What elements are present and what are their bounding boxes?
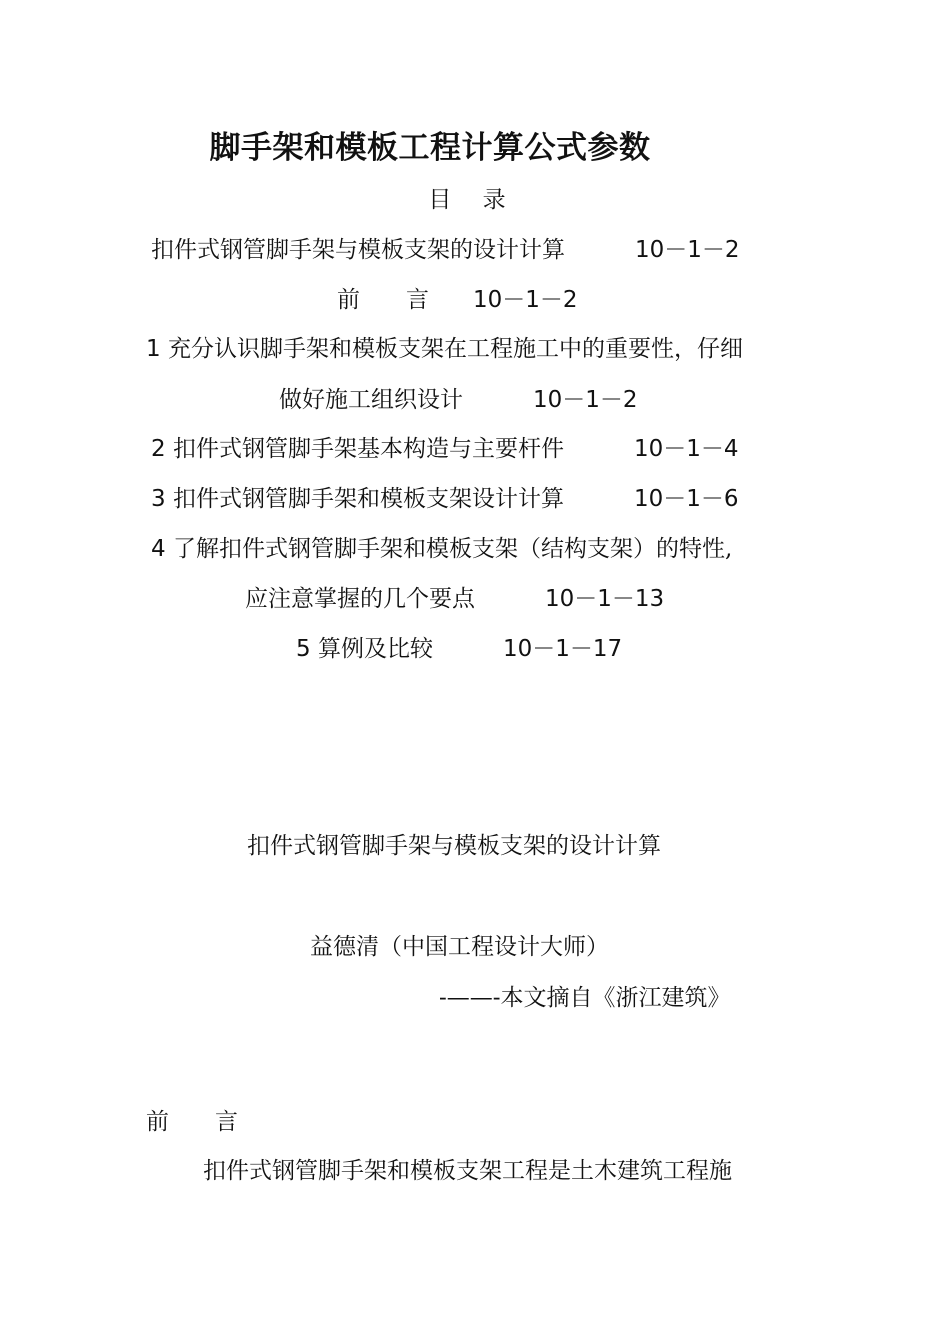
toc-item-2-text: 前 言 <box>337 287 429 313</box>
toc-item-7-number: 5 <box>296 636 311 662</box>
body-paragraph: 扣件式钢管脚手架和模板支架工程是土木建筑工程施 <box>203 1158 732 1184</box>
toc-item-4[interactable] <box>151 434 739 464</box>
toc-item-2[interactable] <box>337 285 578 315</box>
toc-item-6-continued[interactable] <box>245 584 664 614</box>
toc-item-3-text: 充分认识脚手架和模板支架在工程施工中的重要性，仔细 <box>167 336 743 362</box>
article-title: 扣件式钢管脚手架与模板支架的设计计算 <box>247 833 661 859</box>
toc-item-3-continued-text: 做好施工组织设计 <box>279 387 463 413</box>
toc-item-6[interactable] <box>151 534 732 564</box>
toc-item-7-page: 10－1－17 <box>502 636 623 662</box>
toc-item-6-page: 10－1－13 <box>545 586 665 612</box>
toc-item-5-page: 10－1－6 <box>633 486 739 512</box>
preface-heading: 前 言 <box>146 1109 238 1135</box>
toc-item-5-number: 3 <box>151 486 166 512</box>
toc-item-2-page: 10－1－2 <box>473 287 578 313</box>
toc-item-1[interactable] <box>151 235 740 265</box>
toc-item-3-continued[interactable] <box>279 385 638 415</box>
document-title: 脚手架和模板工程计算公式参数 <box>209 130 651 166</box>
author-line: 益德清（中国工程设计大师） <box>310 934 609 960</box>
toc-item-1-page: 10－1－2 <box>635 237 740 263</box>
toc-item-5[interactable] <box>151 484 739 514</box>
toc-item-4-number: 2 <box>151 436 166 462</box>
toc-item-7[interactable] <box>296 634 622 664</box>
toc-item-6-text: 了解扣件式钢管脚手架和模板支架（结构支架）的特性, <box>172 536 733 562</box>
toc-item-4-text: 扣件式钢管脚手架基本构造与主要杆件 <box>172 436 564 462</box>
toc-item-1-text: 扣件式钢管脚手架与模板支架的设计计算 <box>151 237 565 263</box>
toc-item-6-continued-text: 应注意掌握的几个要点 <box>245 586 475 612</box>
toc-heading: 目 录 <box>428 187 518 213</box>
toc-item-7-text: 算例及比较 <box>317 636 433 662</box>
toc-item-3[interactable] <box>146 334 743 364</box>
toc-item-4-page: 10－1－4 <box>633 436 739 462</box>
toc-item-6-number: 4 <box>151 536 166 562</box>
toc-item-3-number: 1 <box>146 336 161 362</box>
toc-item-5-text: 扣件式钢管脚手架和模板支架设计计算 <box>172 486 564 512</box>
toc-item-3-page: 10－1－2 <box>533 387 638 413</box>
source-line: -——-本文摘自《浙江建筑》 <box>439 985 731 1011</box>
